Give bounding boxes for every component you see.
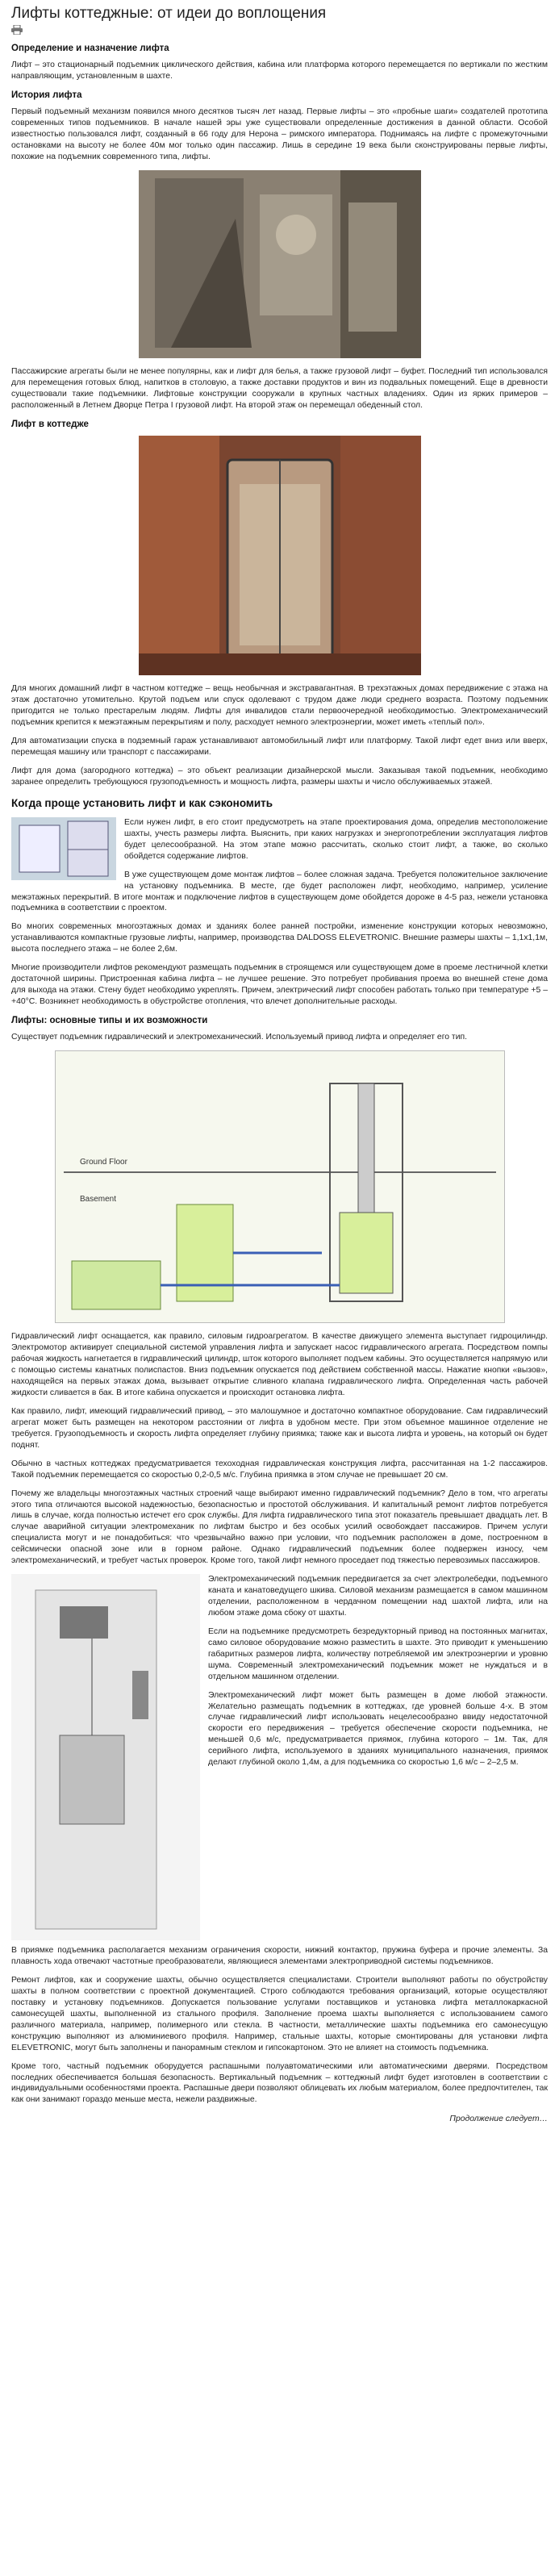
paragraph: Ремонт лифтов, как и сооружение шахты, обычно осуществляется специалистами. Строители выполняют работы по обустройству шахты в полном соответствии с проектной документацией. Строго соблюдаются требования организаций, которые осуществляют поставку и установку подъемников. Допускается пользование услугами поставщиков и установка лифта металлокаркасной самонесущей шахты, выполненной из стального профиля. Заполнение проема шахты выполняется с использованием самого различного материала, например, полимерного или стекла. В частности, металлические шахты подъемника его самонесущую конструкцию выполняют из алюминиевого профиля. Например, стальные шахты, которые смонтированы для установки лифта ELEVETRONIC, могут быть заполнены и панорамным стеклом и гипсокартоном. Это не влияет на стоимость подъемника.: [11, 1976, 548, 2052]
paragraph: Пассажирские агрегаты были не менее популярны, как и лифт для белья, а также грузовой лифт – буфет. Последний тип использовался для перемещения готовых блюд, напитков в столовую, а также доставки продуктов и вин из подвальных помещений. Еще в древности существовали такие подъемники. Лифтовые конструкции сооружали в крупных частных владениях. Один из ярких примеров – расположенный в Летнем Дворце Петра I грузовой лифт. На второй этаж он перемещал обеденный стол.: [11, 367, 548, 410]
section-heading-install: Когда проще установить лифт и как сэкономить: [11, 796, 273, 809]
paragraph: Лифт для дома (загородного коттеджа) – это объект реализации дизайнерской мысли. Заказывая такой подъемник, необходимо заранее определить требующуюся грузоподъемность и мощность лифта, размеры шахты и число обслуживаемых этажей.: [11, 766, 548, 787]
paragraph: Электромеханический подъемник передвигается за счет электролебедки, подъемного каната и канатоведущего шкива. Силовой механизм размещается в самом машинном отделении, расположенном в чердачном помещении над шахтой лифта, или на любом этаже дома сбоку от шахты.: [208, 1575, 548, 1618]
paragraph: Гидравлический лифт оснащается, как правило, силовым гидроагрегатом. В качестве движущего элемента выступает гидроцилиндр. Электромотор активирует специальной системой управления лифта и запускает насос гидравлического агрегата. Посредством помпы рабочая жидкость нагнетается в гидравлический цилиндр, шток которого выполняет подъем кабины. Это осуществляется напрямую или с помощью системы канатных полиспастов. Вниз подъемник опускается под действием собственной массы. Нажатие кнопки «вызов», находящейся на первых этажах дома, вызывает открытие сливного клапана гидравлического лифта. Определенная часть рабочей жидкости сливается в бак. В итоге кабина опускается и происходит остановка лифта.: [11, 1332, 548, 1397]
paragraph: Обычно в частных коттеджах предусматривается техоходная гидравлическая конструкция лифта, рассчитанная на 1-2 пассажиров. Такой подъемник перемещается со скоростью 0,2-0,5 м/с. Глубина приямка в этом случае не превышает 20 см.: [11, 1459, 548, 1480]
paragraph: Для автоматизации спуска в подземный гараж устанавливают автомобильный лифт или платформу. Такой лифт едет вниз или вверх, перемещая машину или транспорт с пассажирами.: [11, 737, 548, 758]
article: [11, 5, 548, 2125]
ground-floor-label: Ground Floor: [79, 1158, 127, 1167]
section-heading-types: Лифты: основные типы и их возможности: [11, 1015, 208, 1025]
historic-lift-illustration: [139, 170, 421, 358]
paragraph: Для многих домашний лифт в частном коттедже – вещь необычная и экстравагантная. В трехэтажных домах передвижение с этажа на этаж достаточно утомительно. Крутой подъем или спуск одолевают с трудом даже люди среднего возраста. Поэтому подъемник пригодится не только престарелым людям. Лифты для инвалидов стали первоочередной необходимостью. Электромеханический подъемник крепится к межэтажным перекрытиям и полу, расходует немного электроэнергии, может иметь «теплый пол».: [11, 684, 548, 728]
paragraph: Как правило, лифт, имеющий гидравлический привод, – это малошумное и достаточно компактное оборудование. Сам гидравлический агрегат может быть размещен на некотором расстоянии от лифта в удобном месте. При этом объемное машинное отделение не требуется. Грузоподъемность и скорость лифта определяет глубину приямка; также как и высота лифта и уровень, на который он будет поднят.: [11, 1406, 548, 1450]
printer-icon[interactable]: [11, 25, 24, 36]
paragraph: Электромеханический лифт может быть размещен в доме любой этажности. Желательно размещать подъемник в коттеджах, где уровней больше 4-х. В этом случае гидравлический лифт использовать нецелесообразно ввиду недостаточной скорости его передвижения – требуется обеспечение скорости подъемника, не меньшей 0,6 м/с, предусматривается приямок, глубина которого – 1м. Так, для серийного лифта, используемого в зданиях муниципального назначения, приямок делают глубиной около 1,4м, а для подъемника со скоростью 1,6 м/с – 2–2,5 м.: [208, 1690, 548, 1768]
paragraph: Лифт – это стационарный подъемник циклического действия, кабина или платформа которого перемещается по вертикали по жестким направляющим, установленным в шахте.: [11, 61, 548, 81]
paragraph: Кроме того, частный подъемник оборудуется распашными полуавтоматическими или автоматическими дверями. Посредством последних обеспечивается большая безопасность. Вертикальный подъемник – коттеджный лифт будет изготовлен в соответствии с индивидуальными особенностями проекта. Распашные двери позволяют облицевать их любым материалом, более предпочтителен, так как они занимают гораздо меньше места, нежели раздвижные.: [11, 2061, 548, 2105]
paragraph: Почему же владельцы многоэтажных частных строений чаще выбирают именно гидравлический подъемник? Дело в том, что агрегаты этого типа отличаются высокой надежностью, безопасностью и простотой обслуживания. И капитальный ремонт лифтов потребуется лишь в случае, когда полностью истечет его срок службы. Для лифта гидравлического типа этот показатель превышает двадцать лет. В случае аварийной ситуации электромеханик по лифтам быстро и без особых усилий освобождает пассажиров. Причем услуги специалиста могут и не понадобиться: что чрезвычайно важно при условии, что подъемник расположен в доме, построенном в сейсмически опасной зоне или в горном районе. Однако гидравлический подъемник более подвержен износу, чем электромеханический, и требует частых проверок. Кроме того, такой лифт немного проседает под тяжестью перевозимых пассажиров.: [11, 1488, 548, 1566]
paragraph: Если нужен лифт, в его стоит предусмотреть на этапе проектирования дома, определив местоположение шахты, учесть размеры лифта. Выяснить, при каких нагрузках и энергопотреблении эксплуатация лифтов будет целесообразной. На этом этапе можно рассчитать, сколько стоит лифт, а также, во сколько обойдется содержание лифтов.: [124, 817, 548, 861]
paragraph: Во многих современных многоэтажных домах и зданиях более ранней постройки, изменение конструкции которых невозможно, устанавливаются компактные грузовые лифты, например, производства DALDOSS ELEVETRONIC. Внешние размеры шахты – 1,1х1,1м, высота последнего этажа – не более 2,6м.: [11, 922, 548, 954]
paragraph: Если на подъемнике предусмотреть безредукторный привод на постоянных магнитах, само силовое оборудование можно разместить в шахте. Это приводит к уменьшению габаритных размеров лифта, количеству потребляемой им электроэнергии и уровню шума. Современный электромеханический подъемник может не нуждаться и в отдельном машинном отделении.: [208, 1626, 548, 1681]
paragraph: В приямке подъемника располагается механизм ограничения скорости, нижний контактор, пружина буфера и прочие элементы. За плавность хода отвечают частотные преобразователи, являющиеся элементами электроприводной системы подъемников.: [11, 1946, 548, 1967]
section-heading-definition: Определение и назначение лифта: [11, 43, 169, 53]
electromechanical-lift-illustration: [11, 1574, 200, 1940]
lift-plan-thumbnail: [11, 817, 116, 880]
paragraph: Первый подъемный механизм появился много десятков тысяч лет назад. Первые лифты – это «пробные шаги» создателей прототипа современных типов подъемников. В начале нашей эры уже существовали определенные достижения в данной области. Особой известностью пользовался лифт, созданный в 66 году для Нерона – римского императора. Поднимаясь на лифте с промежуточными остановками на высоту не более 40м мог только один пассажир. Лишь в середине 19 века были сконструированы первые лифты, похожие на подъемник современного типа, лифты.: [11, 107, 548, 162]
hydraulic-lift-diagram: [55, 1050, 505, 1323]
paragraph: Существует подъемник гидравлический и электромеханический. Используемый привод лифта и определяет его тип.: [11, 1033, 468, 1042]
section-heading-history: История лифта: [11, 90, 82, 101]
page-title: Лифты коттеджные: от идеи до воплощения: [11, 5, 327, 22]
section-heading-cottage: Лифт в коттедже: [11, 419, 89, 429]
cottage-lift-photo: [139, 436, 421, 675]
paragraph: В уже существующем доме монтаж лифтов – более сложная задача. Требуется положительное заключение на установку подъемника. В месте, где будет расположен лифт, необходимо, например, усиление межэтажных перекрытий. В итоге монтаж и подключение лифтов в существующем доме обойдется дороже в 4-5 раз, нежели установка подъемника в соответствии с проектом.: [11, 870, 548, 913]
basement-label: Basement: [79, 1195, 116, 1204]
continue-text: Продолжение следует…: [449, 2115, 548, 2124]
paragraph: Многие производители лифтов рекомендуют размещать подъемник в строящемся или существующем доме в проеме лестничной клетки достаточной ширины. Пристроенная кабина лифта – не лучшее решение. Это потребует пробивания проема во внешней стене дома для выхода на этажи. Стену будет необходимо укреплять. Причем, электрический лифт способен работать только при температуре +5 – +40°C. Возникнет необходимость в обустройстве отопления, что влечет дополнительные расходы.: [11, 963, 548, 1007]
